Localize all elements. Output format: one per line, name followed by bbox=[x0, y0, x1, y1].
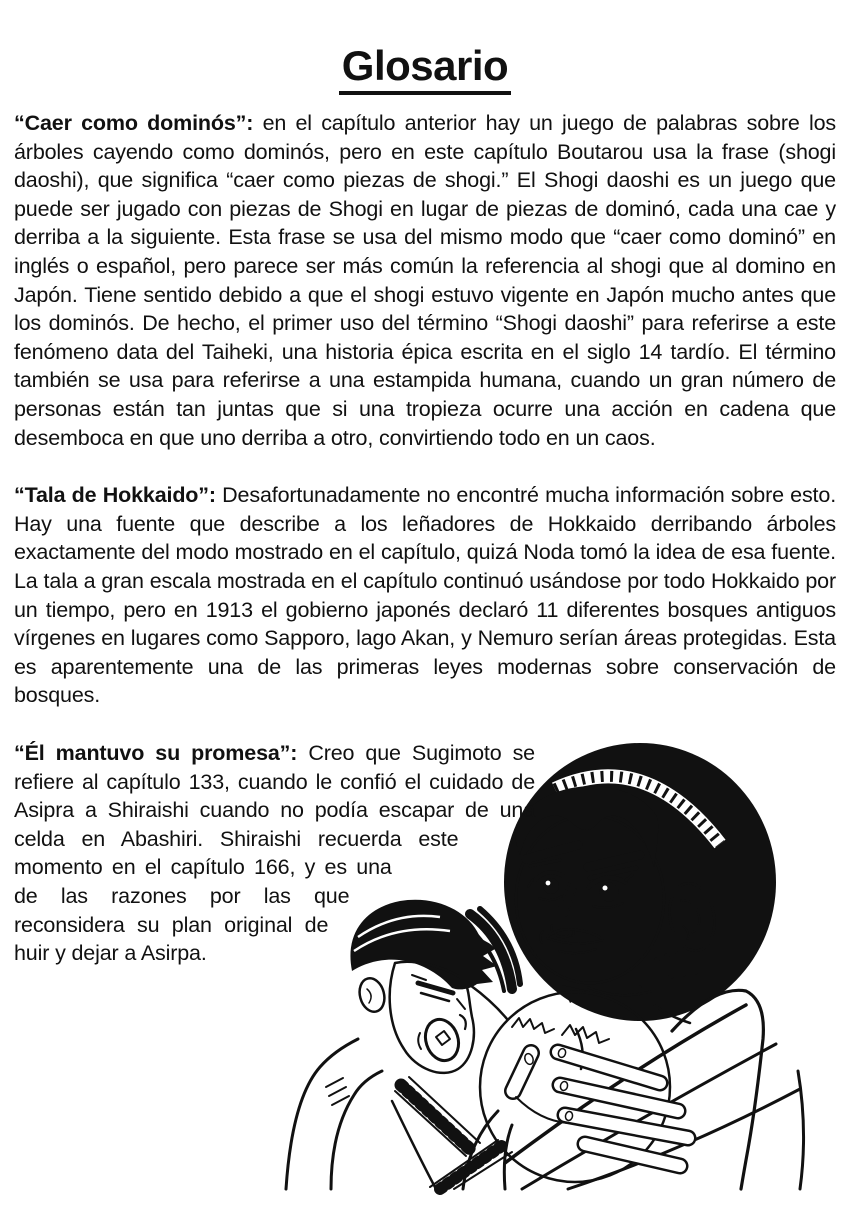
small-character-figure bbox=[286, 900, 520, 1189]
hand-on-chest bbox=[463, 1048, 688, 1189]
glossary-entry-dominos bbox=[14, 109, 836, 452]
entry-body: Creo que Sugimoto se refiere al capítulo 133, cuando le confió el cuidado de Asipra a Shiraishi cuando no podía escapar de una celda en Abashiri. Shiraishi recuerda este momento en el capítulo 166, y es una de las razones por las que reconsidera su plan original de huir y dejar a Asirpa. bbox=[14, 740, 535, 966]
entry-body: Desafortunadamente no encontré mucha información sobre esto. Hay una fuente que describe a los leñadores de Hokkaido derribando árboles exactamente del modo mostrado en el capítulo, quizá Noda tomó la idea de esa fuente. La tala a gran escala mostrada en el capítulo continuó usándose por todo Hokkaido por un tiempo, pero en 1913 el gobierno japonés declaró 11 diferentes bosques antiguos vírgenes en lugares como Sapporo, lago Akan, y Nemuro serían áreas protegidas. Esta es aparentemente una de las primeras leyes modernas sobre conservación de bosques. bbox=[14, 483, 837, 708]
entry-body: en el capítulo anterior hay un juego de palabras sobre los árboles cayendo como dominós, pero en este capítulo Boutarou usa la frase (shogi daoshi), que significa “caer como piezas de shogi.” El Shogi daoshi es un juego que puede ser jugado con piezas de Shogi en lugar de piezas de dominó, cada una cae y derriba a la siguiente. Esta frase se usa del mismo modo que “caer como dominó” en inglés o español, pero parece ser más común la referencia al shogi que al domino en Japón. Tiene sentido debido a que el shogi estuvo vigente en Japón mucho antes que los dominós. De hecho, el primer uso del término “Shogi daoshi” para referirse a este fenómeno data del Taiheki, una historia épica escrita en el siglo 14 tardío. El término también se usa para referirse a una estampida humana, cuando un gran número de personas están tan juntas que si una tropieza ocurre una acción en cadena que desemboca en que uno derriba a otro, convirtiendo todo en un caos. bbox=[14, 111, 836, 450]
entry-term: “Él mantuvo su promesa”: bbox=[14, 740, 298, 765]
glossary-entry-tala-hokkaido bbox=[14, 481, 836, 710]
entry-term: “Tala de Hokkaido”: bbox=[14, 483, 216, 508]
glossary-entry-promesa bbox=[14, 739, 836, 968]
entry-term: “Caer como dominós”: bbox=[14, 111, 254, 136]
page-title-text: Glosario bbox=[339, 44, 511, 95]
page-title bbox=[14, 44, 836, 95]
